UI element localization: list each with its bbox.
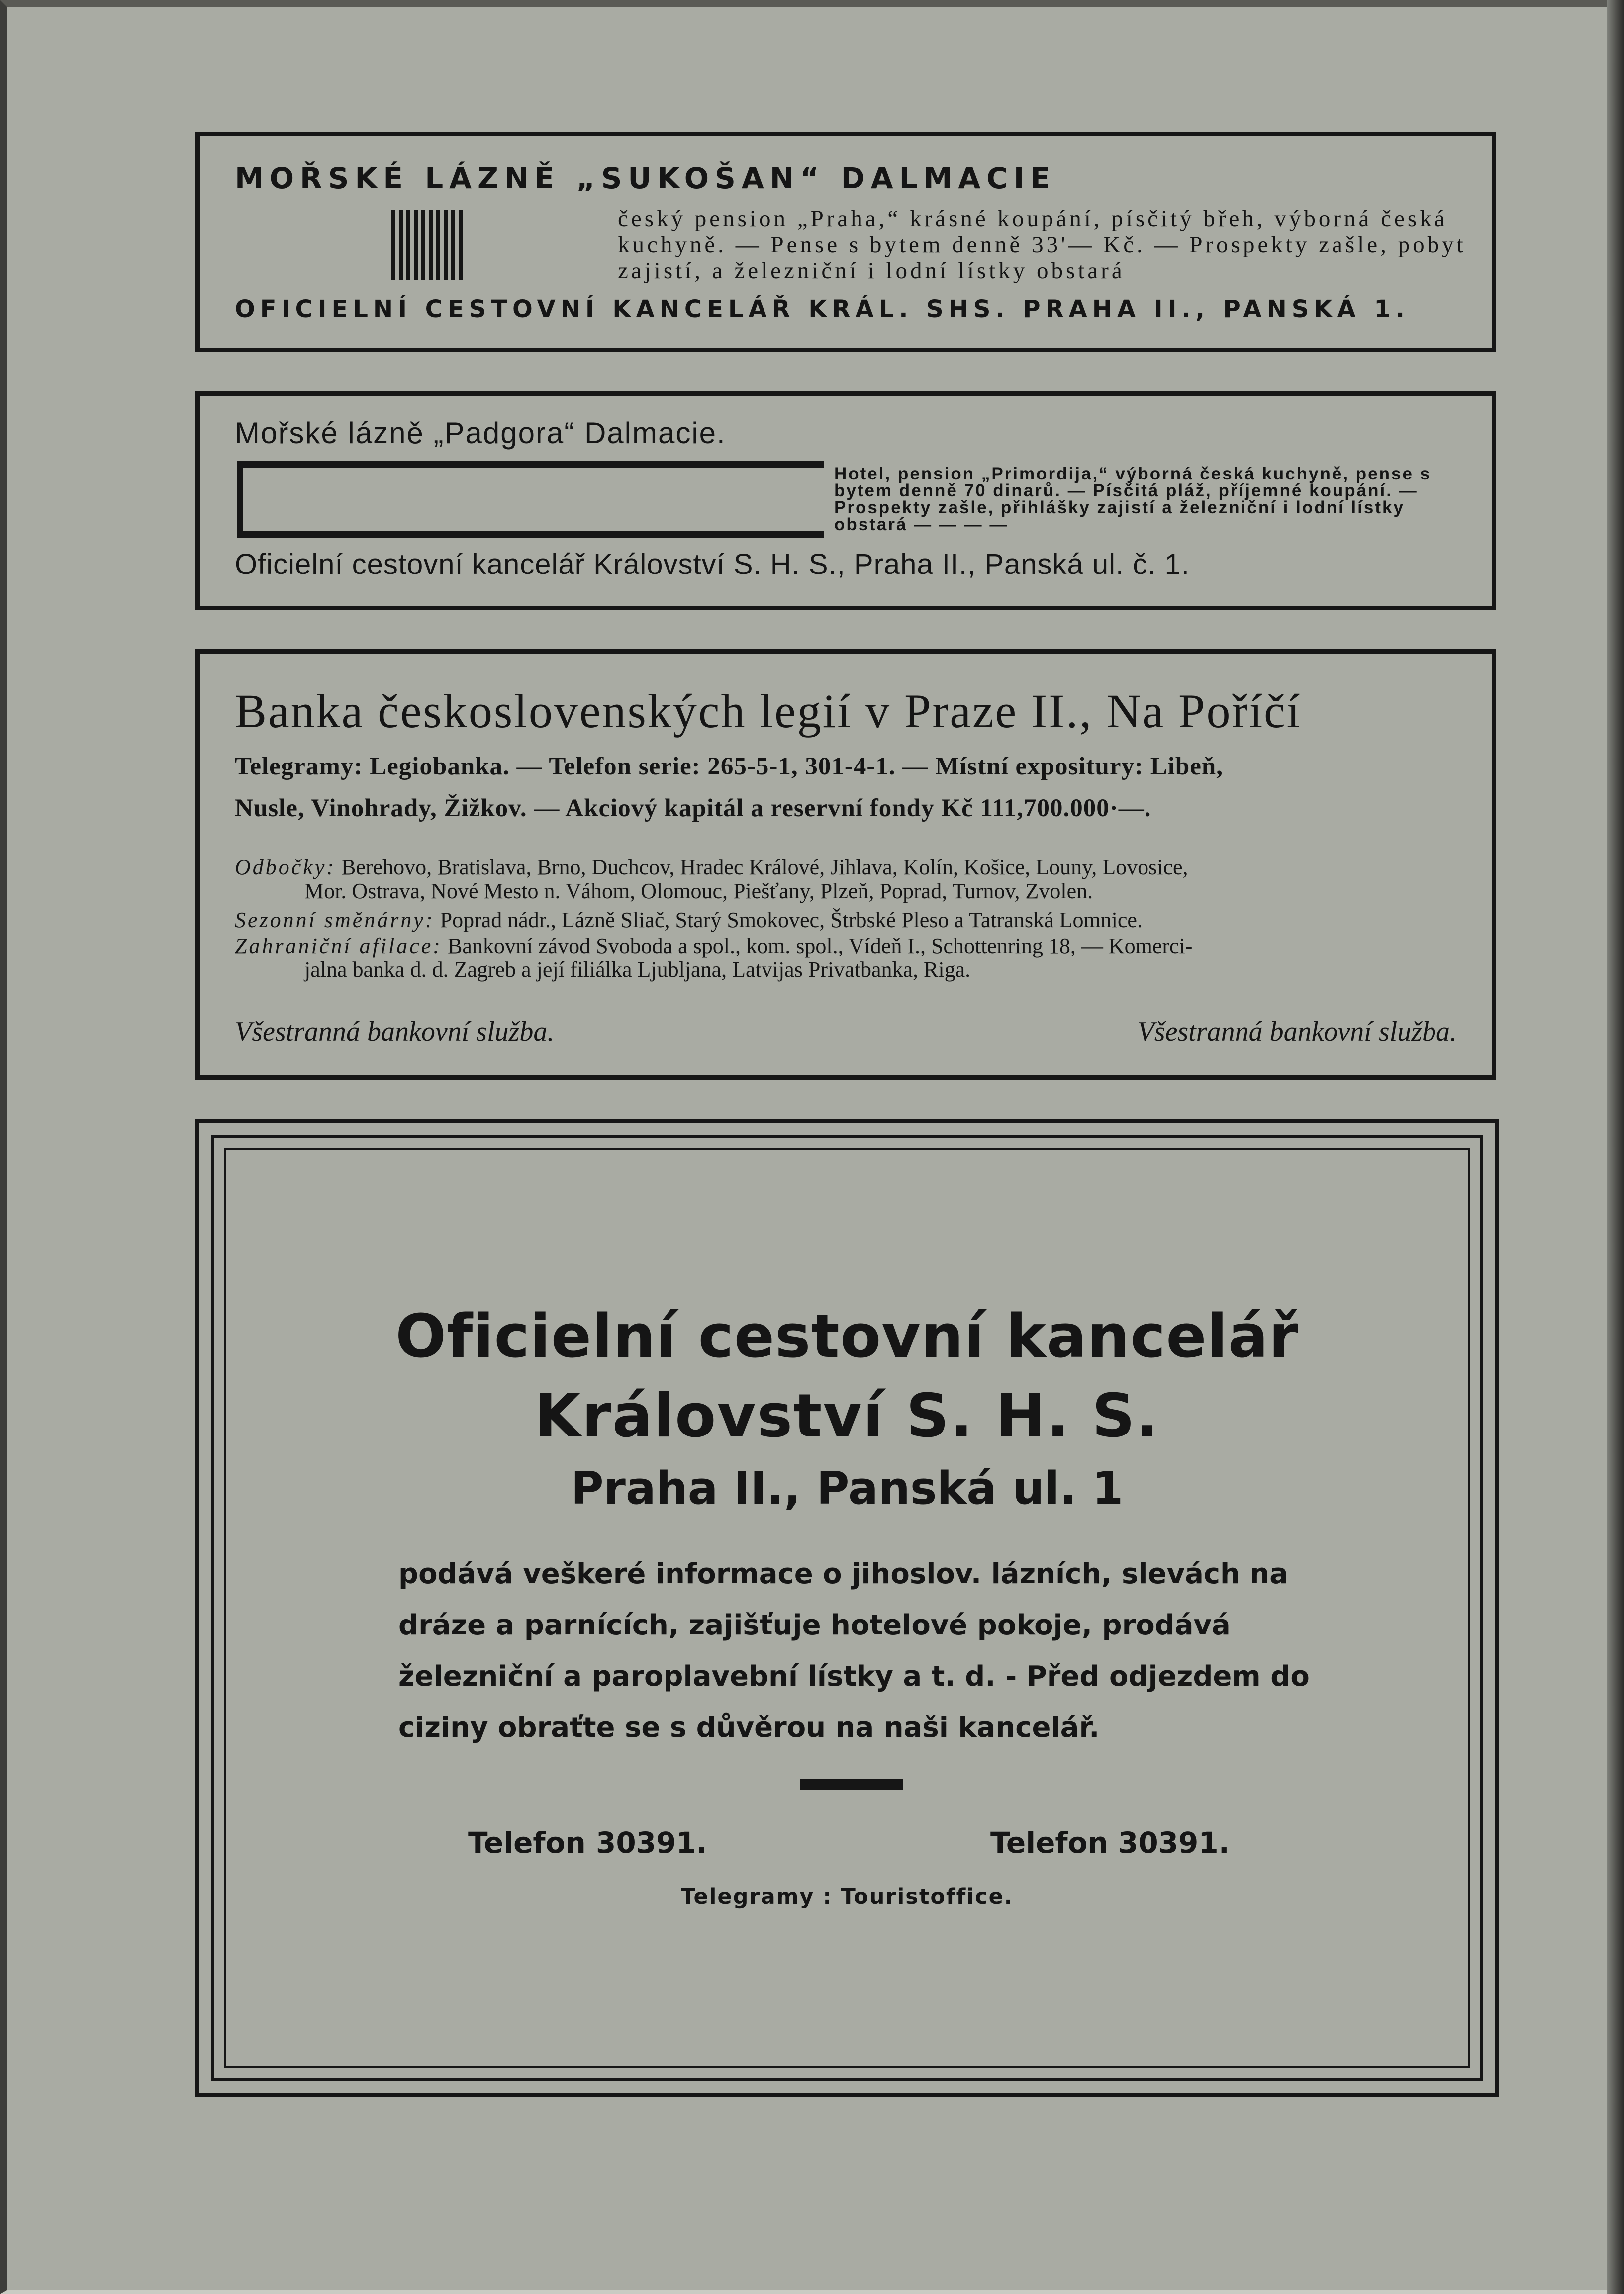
ad-bank [195, 649, 1496, 1080]
ad-sukosan [195, 132, 1496, 352]
foreign-label: Zahraniční afilace: [235, 934, 442, 958]
branches-text-1: Berehovo, Bratislava, Brno, Duchcov, Hradec Králové, Jihlava, Kolín, Košice, Louny, Lovosice, [341, 855, 1188, 879]
bank-title: Banka československých legií v Praze II., Na Poříčí [235, 684, 1302, 738]
padgora-description: Hotel, pension „Primordija,“ výborná česká kuchyně, pense s bytem denně 70 dinarů. — Písčitá pláž, příjemné koupání. — Prospekty zašle, přihlášky zajistí a železniční i lodní lístky obstará — — — — [834, 464, 1432, 534]
branches-label: Odbočky: [235, 855, 336, 879]
bank-foreign-affiliates [235, 933, 1192, 958]
padgora-headline: Mořské lázně „Padgora“ Dalmacie. [235, 416, 726, 450]
office-title: Oficielní cestovní kancelář [395, 1302, 1299, 1371]
barcode-ornament [391, 210, 469, 280]
ad-travel-office [195, 1119, 1499, 2097]
office-kingdom: Království S. H. S. [534, 1382, 1160, 1451]
bank-slogan-left: Všestranná bankovní služba. [235, 1016, 555, 1047]
padgora-footer: Oficielní cestovní kancelář Království S. H. S., Praha II., Panská ul. č. 1. [235, 548, 1190, 580]
foreign-text-1: Bankovní závod Svoboda a spol., kom. spol., Vídeň I., Schottenring 18, — Komerci- [447, 934, 1193, 958]
ad-padgora [195, 391, 1496, 610]
sukosan-headline: MOŘSKÉ LÁZNĚ „SUKOŠAN“ DALMACIE [235, 161, 1056, 195]
office-address: Praha II., Panská ul. 1 [571, 1462, 1124, 1515]
bank-branches [235, 855, 1188, 880]
book-spine-edge [1607, 0, 1624, 2294]
telegram-address: Telegramy : Touristoffice. [680, 1884, 1014, 1909]
exchange-label: Sezonní směnárny: [235, 908, 435, 932]
divider-bar [800, 1779, 903, 1790]
bank-exchange-offices [235, 907, 1143, 933]
bracket-ornament [237, 461, 824, 538]
bank-contact-line: Telegramy: Legiobanka. — Telefon serie: 265-5-1, 301-4-1. — Místní expositury: Libeň, [235, 753, 1224, 780]
office-description: podává veškeré informace o jihoslov. lázních, slevách na dráze a parnících, zajišťuje hotelové pokoje, prodává železniční a paroplavební lístky a t. d. - Před odjezdem do ciziny obraťte se s důvěrou na naši kancelář. [398, 1558, 1310, 1744]
bank-slogan-right: Všestranná bankovní služba. [1137, 1016, 1457, 1047]
exchange-text: Poprad nádr., Lázně Sliač, Starý Smokovec, Štrbské Pleso a Tatranská Lomnice. [440, 908, 1143, 932]
bank-capital-line: Nusle, Vinohrady, Žižkov. — Akciový kapitál a reservní fondy Kč 111,700.000·—. [235, 794, 1151, 822]
sukosan-description: český pension „Praha,“ krásné koupání, písčitý břeh, výborná česká kuchyně. — Pense s bytem denně 33'— Kč. — Prospekty zašle, pobyt zajistí, a železniční i lodní lístky obstará [618, 206, 1466, 284]
phone-right: Telefon 30391. [990, 1826, 1230, 1860]
phone-left: Telefon 30391. [468, 1826, 707, 1860]
sukosan-footer: OFICIELNÍ CESTOVNÍ KANCELÁŘ KRÁL. SHS. PRAHA II., PANSKÁ 1. [235, 295, 1410, 323]
branches-text-2: Mor. Ostrava, Nové Mesto n. Váhom, Olomouc, Piešťany, Plzeň, Poprad, Turnov, Zvolen. [304, 879, 1093, 903]
foreign-text-2: jalna banka d. d. Zagreb a její filiálka Ljubljana, Latvijas Privatbanka, Riga. [304, 957, 971, 982]
